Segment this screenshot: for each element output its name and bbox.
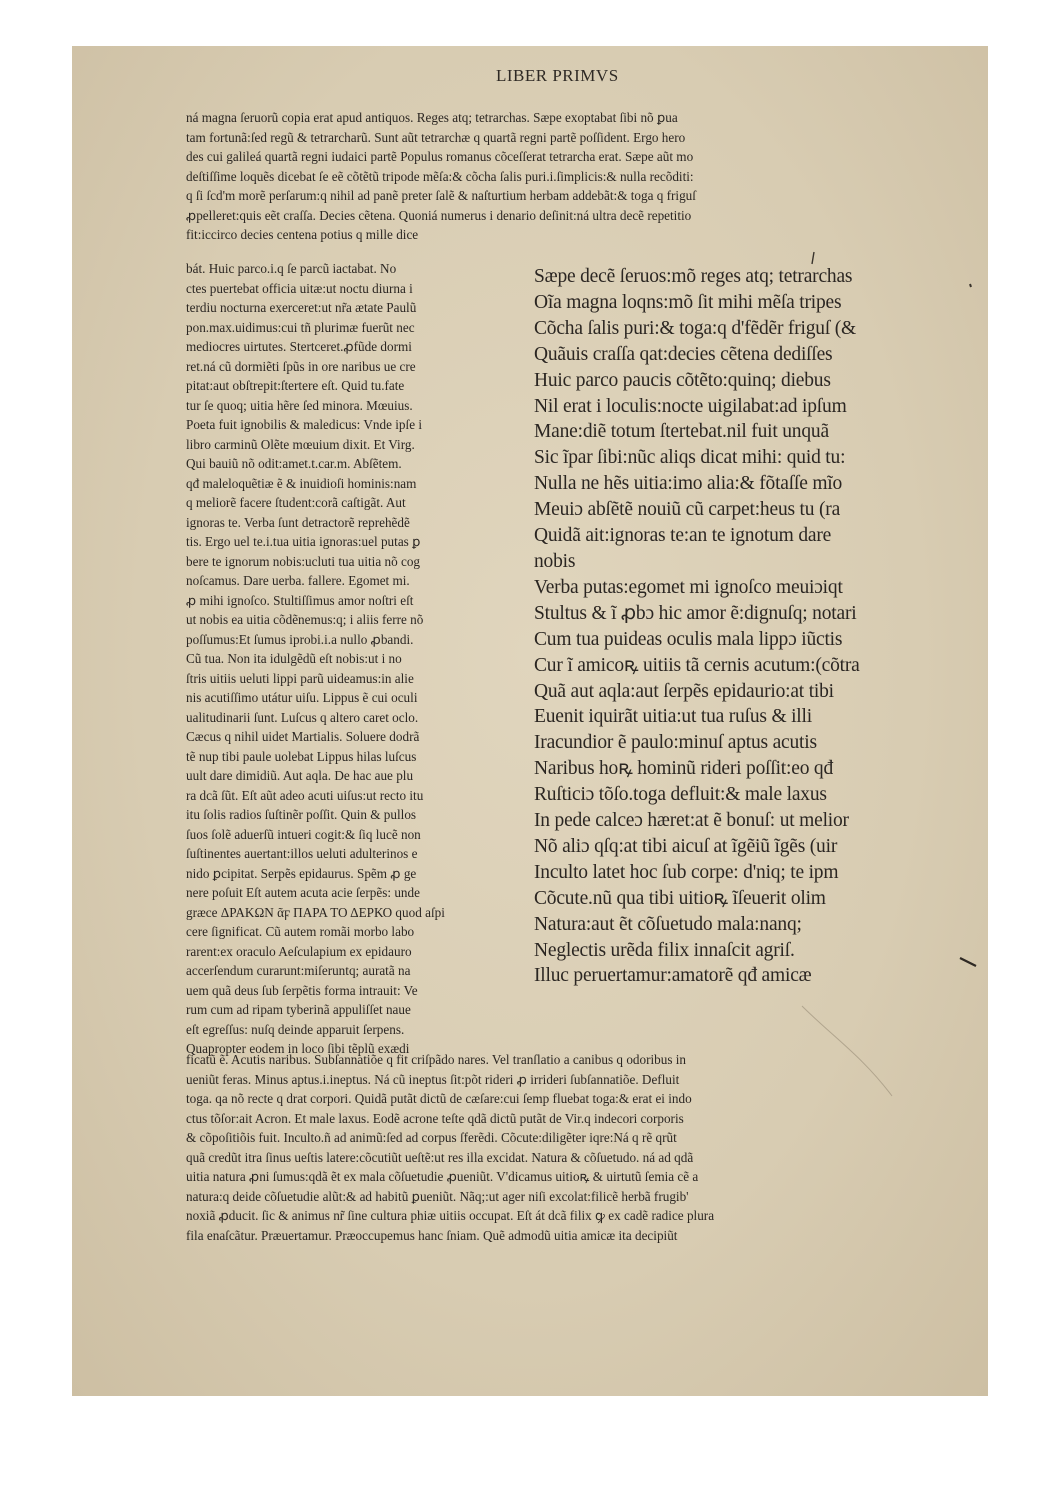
commentary-line: nido ꝑcipitat. Serpẽs epidaurus. Spẽm ꝓ ge [186, 865, 417, 881]
verse-line: In pede calceɔ hæret:at ẽ bonuſ: ut melior [534, 810, 849, 832]
commentary-line: tẽ nup tibi paule uolebat Lippus hilas luſcus [186, 748, 417, 764]
commentary-line: eſt egreſſus: nuſq deinde apparuit ſerpens. [186, 1021, 405, 1037]
commentary-line: Quapropter eodem in loco ſibi tẽplũ exædi [186, 1041, 410, 1056]
commentary-line: ſtris uitiis ueluti lippi parũ uideamus:in alie [186, 670, 414, 686]
verse-line: Oĩa magna loqns:mõ ſit mihi mẽſa tripes [534, 291, 842, 313]
commentary-line: terdiu nocturna exerceret:ut nr̃a ætate Paulũ [186, 300, 417, 315]
commentary-line: accerſendum curarunt:miſeruntq; auratã na [186, 963, 411, 978]
commentary-line: ctes puertebat officia uitæ:ut noctu diurna i [186, 280, 413, 296]
commentary-line: noxiã ꝓducit. ſic & animus nr̃ ſine cultura phiæ uitiis occupat. Eſt át dcã filix ꝙ ex cadẽ radice plura [186, 1208, 715, 1223]
commentary-line: tam fortunã:ſed regũ & tetrarcharũ. Sunt aũt tetrarchæ q quartã regni partẽ poſſident. Ergo hero [186, 129, 686, 145]
commentary-line: pitat:aut obſtrepit:ſtertere eſt. Quid tu.fate [186, 378, 405, 393]
verse-line: Quã aut aqla:aut ſerpẽs epidaurio:at tibi [534, 680, 834, 702]
commentary-line: ná magna ſeruorũ copia erat apud antiquos. Reges atq; tetrarchas. Sæpe exoptabat ſibi nõ ꝑua [186, 110, 678, 125]
commentary-line: pon.max.uidimus:cui tñ plurimæ fuerũt nec [186, 319, 415, 335]
commentary-line: græce ΔΡΑΚΩΝ ᾶϝ ΠΑΡΑ ΤΟ ΔΕΡΚΟ quod aſpi [186, 904, 445, 920]
running-header: LIBER PRIMVS [496, 66, 619, 85]
verse-line: Euenit iquirãt uitia:ut tua ruſus & illi [534, 706, 812, 728]
verse-line: Nulla ne hẽs uitia:imo alia:& fõtaſſe mĩo [534, 473, 843, 495]
verse-line: Ruſticiɔ tõſo.toga defluit:& male laxus [534, 784, 827, 806]
commentary-line: uem quã deus ſub ſerpẽtis forma intrauit: Ve [186, 982, 418, 998]
commentary-line: uult dare dimidiũ. Aut aqla. De hac aue plu [186, 768, 414, 783]
verse-line: Neglectis urẽda filix innaſcit agriſ. [534, 939, 795, 961]
ink-stroke-mark [960, 958, 976, 966]
ink-dot-mark [970, 284, 971, 287]
commentary-line: ctus tõſor:ait Acron. Et male laxus. Eodẽ acrone teſte qdã dictũ putãt de Vir.q indecori corporis [186, 1110, 684, 1126]
commentary-line: quã credũt itra ſinus ueſtis latere:cõcutiũt ueſtẽ:ut res illa excidat. Natura & cõſuetudo. ná ad qdã [186, 1149, 694, 1165]
commentary-line: nis acutiſſimo utátur uiſu. Lippus ẽ cui oculi [186, 690, 418, 705]
bottom-commentary [186, 1050, 936, 1245]
commentary-line: Cæcus q nihil uidet Martialis. Soluere dodrã [186, 729, 420, 744]
verse-line: Cum tua puideas oculis mala lippɔ iũctis [534, 628, 843, 650]
commentary-line: ꝓ mihi ignoſco. Stultiſſimus amor noſtri eſt [186, 592, 414, 608]
commentary-line: mediocres uirtutes. Stertceret.ꝓfũde dormi [186, 339, 412, 354]
verse-line: nobis [534, 550, 576, 572]
verse-line: Inculto latet hoc ſub corpe: d'niq; te ipm [534, 861, 839, 883]
commentary-line: q meliorẽ facere ſtudent:corã caſtigãt. Aut [186, 495, 406, 510]
commentary-line: rum cum ad ripam tyberinã appuliſſet naue [186, 1002, 411, 1017]
commentary-line: ut nobis ea uitia cõdẽnemus:q; i aliis ferre nõ [186, 612, 424, 627]
verse-line: Nõ aliɔ qſq:at tibi aicuſ at ĩgẽiũ ĩgẽs (uir [534, 835, 838, 857]
commentary-line: natura:q deide cõſuetudie alũt:& ad habitũ ꝑueniũt. Nãq;:ut ager niſi excolat:filicẽ herbã frugib' [186, 1188, 689, 1204]
commentary-line: cere ſignificat. Cũ autem romãi morbo labo [186, 924, 415, 939]
verse-line: Cõcute.nũ qua tibi uitioꝶ ĩſeuerit olim [534, 887, 826, 909]
verse-line: Verba putas:egomet mi ignoſco meuiɔiqt [534, 576, 843, 598]
commentary-line: tur ſe quoq; uitia hẽre ſed minora. Mœuius. [186, 397, 413, 413]
commentary-line: ret.ná cũ dormiẽti ſpũs in ore naribus ue cre [186, 358, 416, 374]
commentary-line: ꝓpelleret:quis eẽt craſſa. Decies cẽtena. Quoniá numerus i denario deſinit:ná ultra decẽ repetitio [186, 207, 692, 223]
verse-line: Iracundior ẽ paulo:minuſ aptus acutis [534, 732, 817, 754]
verse-line: Mane:diẽ totum ſtertebat.nil fuit unquã [534, 421, 829, 443]
commentary-line: ſuos ſolẽ aduerſũ intueri cogit:& ſiq lucẽ non [186, 826, 421, 842]
commentary-line: ficatũ ẽ. Acutis naribus. Subſannatiõe q fit criſpãdo nares. Vel tranſlatio a canibus q odoribus in [186, 1052, 687, 1067]
commentary-line: Cũ tua. Non ita idulgẽdũ eſt nobis:ut i no [186, 651, 402, 666]
left-commentary-column [186, 259, 538, 1059]
verse-line: Naribus hoꝶ hominũ rideri poſſit:eo qđ [534, 758, 834, 780]
commentary-line: rarent:ex oraculo Aeſculapium ex epidauro [186, 943, 412, 959]
commentary-line: fila enaſcãtur. Præuertamur. Præoccupemus hanc ſniam. Quẽ admodũ uitia amicæ ita decipiũt [186, 1227, 678, 1243]
verse-line: Cõcha ſalis puri:& toga:q d'fẽdẽr friguſ (& [534, 317, 856, 339]
verse-line: Illuc peruertamur:amatorẽ qđ amicæ [534, 965, 812, 987]
commentary-line: noſcamus. Dare uerba. fallere. Egomet mi. [186, 573, 410, 588]
book-page [72, 46, 988, 1396]
commentary-line: des cui galileá quartã regni iudaici partẽ Populus romanus cõceſſerat tetrarcha erat. Sæpe aũt mo [186, 149, 694, 164]
commentary-line: poſſumus:Et ſumus iprobi.i.a nullo ꝓbandi. [186, 631, 414, 647]
commentary-line: ra dcã ſũt. Eſt aũt adeo acuti uiſus:ut recto itu [186, 787, 424, 803]
verse-line: Natura:aut ẽt cõſuetudo mala:nanq; [534, 913, 802, 935]
commentary-line: ſuſtinentes auertant:illos ueluti adulterinos e [186, 846, 418, 861]
verse-line: Cur ĩ amicoꝶ uitiis tã cernis acutum:(cõtra [534, 654, 860, 676]
commentary-line: libro carminũ Olẽte mœuium dixit. Et Virg. [186, 436, 415, 452]
commentary-line: deſtiſſime loquẽs dicebat ſe eẽ cõtẽtũ tripode mẽſa:& cõcha ſalis puri.i.ſimplicis:& nulla recõditi: [186, 168, 694, 184]
verse-text-column [534, 264, 934, 989]
verse-line: Quidã ait:ignoras te:an te ignotum dare [534, 525, 832, 547]
commentary-line: Qui bauiũ nõ odit:amet.t.car.m. Abſẽtem. [186, 456, 402, 471]
commentary-line: qđ maleloquẽtiæ ẽ & inuidioſi hominis:nam [186, 475, 417, 491]
commentary-line: fit:iccirco decies centena potius q mille dice [186, 227, 419, 242]
commentary-line: ignoras te. Verba ſunt detractorẽ reprehẽdẽ [186, 514, 410, 530]
pen-tick-mark [812, 252, 814, 264]
commentary-line: & cõpoſitiõis fuit. Inculto.ñ ad animũ:ſed ad corpus ſferẽdi. Cõcute:diligẽter iqre:Ná q rẽ qrũt [186, 1130, 677, 1145]
verse-line: Huic parco paucis cõtẽto:quinq; diebus [534, 369, 831, 391]
commentary-line: ueniũt feras. Minus aptus.i.ineptus. Ná cũ ineptus ſit:põt rideri ꝓ irrideri ſubſannatiõe. Defluit [186, 1071, 680, 1087]
commentary-line: itu ſolis radios ſuſtinẽr poſſit. Quin & pullos [186, 807, 417, 822]
verse-line: Sic ĩpar ſibi:nũc aliqs dicat mihi: quid tu: [534, 447, 846, 469]
verse-line: Sæpe decẽ ſeruos:mõ reges atq; tetrarchas [534, 266, 853, 287]
commentary-line: Poeta fuit ignobilis & maledicus: Vnde ipſe i [186, 417, 423, 432]
commentary-line: ualitudinarii ſunt. Luſcus q altero caret oclo. [186, 709, 419, 725]
commentary-line: bere te ignorum nobis:ucluti tua uitia nõ cog [186, 553, 421, 569]
verse-line: Stultus & ĩ ꝓbɔ hic amor ẽ:dignuſq; notari [534, 602, 857, 624]
commentary-line: tis. Ergo uel te.i.tua uitia ignoras:uel putas ꝑ [186, 534, 421, 549]
commentary-line: toga. qa nõ recte q drat corpori. Quidã putãt dictũ de cæſare:cui ſemp fluebat toga:& erat ei indo [186, 1091, 692, 1106]
commentary-line: nere poſuit Eſt autem acuta acie ſerpẽs: unde [186, 885, 420, 900]
top-commentary [186, 108, 916, 245]
verse-line: Quãuis craſſa qat:decies cẽtena dediſſes [534, 343, 833, 365]
commentary-line: q ſi ſcd'm morẽ perſarum:q nihil ad panẽ preter ſalẽ & naſturtium herbam addebãt:& toga q friguſ [186, 188, 696, 203]
commentary-line: uitia natura ꝓni ſumus:qdã ẽt ex mala cõſuetudie ꝓueniũt. V'dicamus uitioꝶ & uirtutũ ſemia cẽ a [186, 1169, 699, 1184]
verse-line: Meuiɔ abſẽtẽ nouiũ cũ carpet:heus tu (ra [534, 499, 841, 521]
commentary-line: bát. Huic parco.i.q ſe parcũ iactabat. No [186, 261, 397, 276]
verse-line: Nil erat i loculis:nocte uigilabat:ad ipſum [534, 395, 847, 417]
